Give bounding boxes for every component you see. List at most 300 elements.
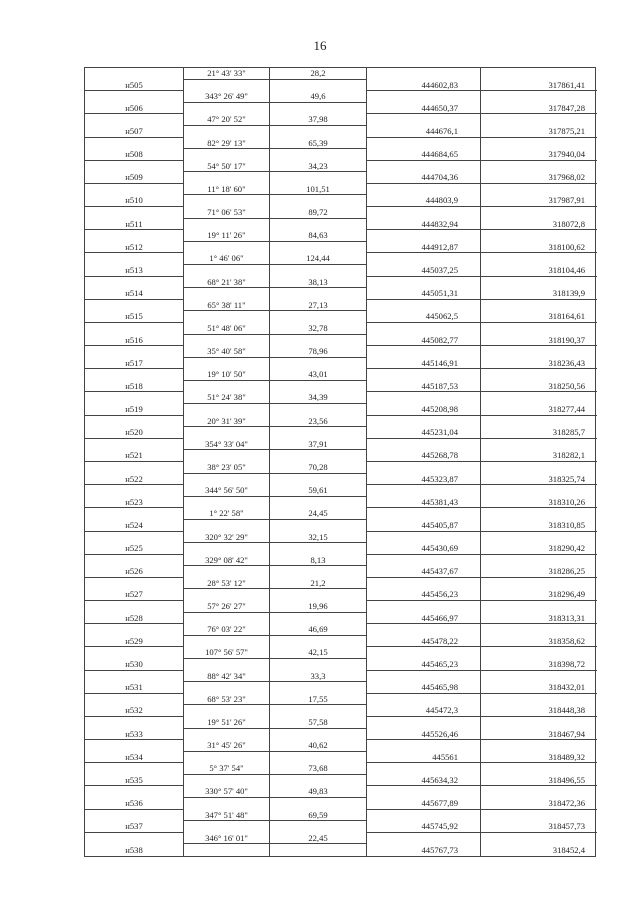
- table-cell-empty: [367, 253, 481, 265]
- point-id: н528: [85, 613, 184, 625]
- direction-angle: 51° 24' 38": [184, 392, 270, 404]
- segment-length: 78,96: [270, 346, 367, 358]
- table-cell-empty: [367, 717, 481, 729]
- point-id: н517: [85, 358, 184, 370]
- coordinate-y: 318452,4: [552, 845, 585, 856]
- table-cell-empty: [481, 277, 597, 289]
- coordinate-x: 444832,94: [367, 219, 481, 231]
- coordinate-y: 318236,43: [481, 358, 597, 370]
- table-cell-empty: [481, 392, 597, 404]
- direction-angle: 82° 29' 13": [184, 138, 270, 150]
- table-cell-empty: [184, 195, 270, 207]
- coordinate-y: 317987,91: [481, 195, 597, 207]
- segment-length: 42,15: [270, 647, 367, 659]
- table-cell-empty: [184, 311, 270, 323]
- table-cell-empty: [481, 300, 597, 312]
- table-cell-empty: [85, 253, 184, 265]
- page-number: 16: [313, 38, 327, 53]
- table-cell-empty: [184, 543, 270, 555]
- table-cell-empty: [184, 265, 270, 277]
- coordinate-x: 445767,73: [367, 844, 481, 856]
- coordinates-table: [84, 67, 596, 857]
- segment-length: 8,13: [270, 555, 367, 567]
- table-cell-empty: [481, 253, 597, 265]
- table-cell-empty: [481, 230, 597, 242]
- table-cell-empty: [85, 346, 184, 358]
- table-cell-empty: [481, 485, 597, 497]
- point-id: н506: [85, 103, 184, 115]
- coordinate-x: 445323,87: [367, 474, 481, 486]
- segment-length: 33,3: [270, 671, 367, 683]
- table-cell-empty: [85, 786, 184, 798]
- coordinate-x: 444684,65: [367, 149, 481, 161]
- point-id: н533: [85, 729, 184, 741]
- table-cell-empty: [85, 671, 184, 683]
- point-id: н523: [85, 497, 184, 509]
- point-id: н507: [85, 126, 184, 138]
- table-cell-empty: [367, 810, 481, 822]
- segment-length: 57,58: [270, 717, 367, 729]
- point-id: н529: [85, 636, 184, 648]
- segment-length: 84,63: [270, 230, 367, 242]
- coordinate-x: 445405,87: [367, 520, 481, 532]
- segment-length: 73,68: [270, 763, 367, 775]
- table-cell-empty: [85, 833, 184, 845]
- table-cell-empty: [481, 717, 597, 729]
- point-id: н520: [85, 427, 184, 439]
- coordinate-x: 444650,37: [367, 103, 481, 115]
- direction-angle: 35° 40' 58": [184, 346, 270, 358]
- table-cell-empty: [367, 671, 481, 683]
- direction-angle: 19° 11' 26": [184, 230, 270, 242]
- coordinate-y: 318100,62: [481, 242, 597, 254]
- table-cell-empty: [85, 763, 184, 775]
- table-cell-empty: [481, 161, 597, 173]
- point-id: н518: [85, 381, 184, 393]
- table-cell-empty: [270, 497, 367, 509]
- table-cell-empty: [270, 149, 367, 161]
- table-cell-empty: [481, 323, 597, 335]
- point-id: н527: [85, 589, 184, 601]
- table-cell-empty: [367, 763, 481, 775]
- coordinate-y: 318472,36: [481, 798, 597, 810]
- coordinate-x: 445472,3: [367, 705, 481, 717]
- table-cell-empty: [481, 810, 597, 822]
- table-cell-empty: [270, 358, 367, 370]
- table-cell-empty: [184, 520, 270, 532]
- direction-angle: 20° 31' 39": [184, 416, 270, 428]
- table-cell-empty: [184, 775, 270, 787]
- table-cell-empty: [367, 740, 481, 752]
- coordinate-y: 318310,85: [481, 520, 597, 532]
- table-cell-empty: [184, 335, 270, 347]
- table-cell-empty: [270, 450, 367, 462]
- coordinate-x: 445561: [367, 752, 481, 764]
- direction-angle: 11° 18' 60": [184, 184, 270, 196]
- table-cell-empty: [270, 798, 367, 810]
- table-cell-empty: [367, 392, 481, 404]
- direction-angle: 19° 10' 50": [184, 369, 270, 381]
- point-id: н521: [85, 450, 184, 462]
- segment-length: 49,83: [270, 786, 367, 798]
- table-cell-empty: [184, 288, 270, 300]
- table-cell-empty: [270, 172, 367, 184]
- direction-angle: 47° 20' 52": [184, 114, 270, 126]
- point-id: н532: [85, 705, 184, 717]
- table-cell-empty: [270, 659, 367, 671]
- table-cell-empty: [85, 694, 184, 706]
- table-cell-empty: [85, 601, 184, 613]
- table-cell-empty: [184, 80, 270, 92]
- coordinate-x: 445478,22: [367, 636, 481, 648]
- coordinate-x: 444704,36: [367, 172, 481, 184]
- coordinate-x: 445381,43: [367, 497, 481, 509]
- direction-angle: 5° 37' 54": [184, 763, 270, 775]
- segment-length: 24,45: [270, 508, 367, 520]
- table-cell-empty: [270, 103, 367, 115]
- coordinate-x: 445526,46: [367, 729, 481, 741]
- table-cell-empty: [85, 300, 184, 312]
- coordinate-y: 318286,25: [481, 566, 597, 578]
- point-id: н531: [85, 682, 184, 694]
- coordinate-x: 445634,32: [367, 775, 481, 787]
- table-cell-empty: [481, 369, 597, 381]
- table-cell-empty: [270, 520, 367, 532]
- table-cell-empty: [270, 589, 367, 601]
- segment-length: 23,56: [270, 416, 367, 428]
- table-cell-empty: [85, 161, 184, 173]
- table-cell-empty: [184, 613, 270, 625]
- table-cell-empty: [481, 601, 597, 613]
- table-cell-empty: [184, 497, 270, 509]
- table-cell-empty: [367, 578, 481, 590]
- table-cell-empty: [270, 404, 367, 416]
- table-cell-empty: [367, 647, 481, 659]
- table-cell-empty: [481, 439, 597, 451]
- coordinate-x: 445456,23: [367, 589, 481, 601]
- table-cell-empty: [184, 659, 270, 671]
- coordinate-y: 318313,31: [481, 613, 597, 625]
- coordinate-x: 445430,69: [367, 543, 481, 555]
- coordinate-y: 318250,56: [481, 381, 597, 393]
- table-cell-empty: [367, 114, 481, 126]
- table-cell-empty: [481, 763, 597, 775]
- table-cell-empty: [85, 91, 184, 103]
- table-cell-empty: [367, 416, 481, 428]
- table-cell-empty: [85, 717, 184, 729]
- table-cell-empty: [184, 798, 270, 810]
- coordinate-y: 318325,74: [481, 474, 597, 486]
- coordinate-y: 317861,41: [481, 80, 597, 92]
- table-cell-empty: [270, 729, 367, 741]
- table-cell-empty: [85, 323, 184, 335]
- segment-length: 28,2: [270, 68, 367, 80]
- coordinate-y: 317875,21: [481, 126, 597, 138]
- table-cell-empty: [367, 207, 481, 219]
- direction-angle: 71° 06' 53": [184, 207, 270, 219]
- coordinate-x: 445465,23: [367, 659, 481, 671]
- table-cell-empty: [367, 277, 481, 289]
- point-id: н535: [85, 775, 184, 787]
- direction-angle: 21° 43' 33": [184, 68, 270, 80]
- table-cell-empty: [85, 624, 184, 636]
- table-cell-empty: [367, 555, 481, 567]
- table-cell-empty: [367, 694, 481, 706]
- point-id: н525: [85, 543, 184, 555]
- table-cell-empty: [481, 508, 597, 520]
- table-cell-empty: [85, 555, 184, 567]
- table-cell-empty: [270, 543, 367, 555]
- direction-angle: 343° 26' 49": [184, 91, 270, 103]
- table-cell-empty: [481, 647, 597, 659]
- coordinate-x: 445146,91: [367, 358, 481, 370]
- table-cell-empty: [85, 485, 184, 497]
- point-id: н513: [85, 265, 184, 277]
- coordinate-y: 318104,46: [481, 265, 597, 277]
- segment-length: 32,78: [270, 323, 367, 335]
- table-cell-empty: [367, 369, 481, 381]
- table-cell-empty: [85, 416, 184, 428]
- coordinate-y: 318358,62: [481, 636, 597, 648]
- table-cell-empty: [184, 172, 270, 184]
- table-cell-empty: [270, 311, 367, 323]
- table-cell-empty: [184, 149, 270, 161]
- table-cell-empty: [270, 126, 367, 138]
- segment-length: 40,62: [270, 740, 367, 752]
- direction-angle: 68° 53' 23": [184, 694, 270, 706]
- direction-angle: 320° 32' 29": [184, 532, 270, 544]
- segment-length: 32,15: [270, 532, 367, 544]
- point-id: н519: [85, 404, 184, 416]
- segment-length: 19,96: [270, 601, 367, 613]
- direction-angle: 68° 21' 38": [184, 277, 270, 289]
- table-cell-empty: [184, 636, 270, 648]
- direction-angle: 31° 45' 26": [184, 740, 270, 752]
- table-cell-empty: [367, 833, 481, 845]
- table-cell-empty: [367, 138, 481, 150]
- table-cell-empty: [481, 624, 597, 636]
- point-id: н530: [85, 659, 184, 671]
- table-cell-empty: [270, 195, 367, 207]
- coordinate-x: 445466,97: [367, 613, 481, 625]
- segment-length: 43,01: [270, 369, 367, 381]
- table-cell-empty: [85, 392, 184, 404]
- coordinate-x: 444602,83: [367, 80, 481, 92]
- coordinate-x: 445062,5: [367, 311, 481, 323]
- table-cell-empty: [184, 729, 270, 741]
- direction-angle: 344° 56' 50": [184, 485, 270, 497]
- table-cell-empty: [270, 636, 367, 648]
- table-cell-empty: [85, 532, 184, 544]
- table-cell-empty: [85, 277, 184, 289]
- table-cell-empty: [184, 219, 270, 231]
- table-cell-empty: [85, 369, 184, 381]
- direction-angle: 354° 33' 04": [184, 439, 270, 451]
- direction-angle: 1° 22' 58": [184, 508, 270, 520]
- point-id: н516: [85, 335, 184, 347]
- table-cell-empty: [85, 462, 184, 474]
- table-cell-empty: [481, 532, 597, 544]
- table-cell-empty: [367, 161, 481, 173]
- coordinate-x: 445745,92: [367, 821, 481, 833]
- table-cell-empty: [481, 555, 597, 567]
- table-cell-empty: [367, 786, 481, 798]
- table-cell-empty: [270, 752, 367, 764]
- table-cell-empty: [367, 346, 481, 358]
- segment-length: 65,39: [270, 138, 367, 150]
- segment-length: 38,13: [270, 277, 367, 289]
- table-cell-empty: [367, 462, 481, 474]
- table-cell-empty: [184, 752, 270, 764]
- coordinate-x: 445037,25: [367, 265, 481, 277]
- coordinate-y: 318467,94: [481, 729, 597, 741]
- coordinate-x: 445187,53: [367, 381, 481, 393]
- direction-angle: 330° 57' 40": [184, 786, 270, 798]
- segment-length: 59,61: [270, 485, 367, 497]
- table-cell-empty: [270, 566, 367, 578]
- table-cell-empty: [184, 358, 270, 370]
- table-cell-empty: [85, 184, 184, 196]
- coordinate-y: 318310,26: [481, 497, 597, 509]
- table-cell-empty: [367, 485, 481, 497]
- coordinate-x: 444912,87: [367, 242, 481, 254]
- table-cell-empty: [481, 138, 597, 150]
- coordinate-y: 318448,38: [481, 705, 597, 717]
- direction-angle: 38° 23' 05": [184, 462, 270, 474]
- table-cell-empty: [481, 578, 597, 590]
- table-cell-empty: [270, 335, 367, 347]
- table-cell-empty: [85, 138, 184, 150]
- table-cell-empty: [184, 103, 270, 115]
- table-cell-empty: [184, 844, 270, 856]
- table-cell-empty: [85, 647, 184, 659]
- coordinate-y: 318398,72: [481, 659, 597, 671]
- table-cell-empty: [270, 427, 367, 439]
- table-cell-empty: [270, 821, 367, 833]
- segment-length: 34,23: [270, 161, 367, 173]
- segment-length: 49,6: [270, 91, 367, 103]
- direction-angle: 347° 51' 48": [184, 810, 270, 822]
- coordinate-x: 445208,98: [367, 404, 481, 416]
- table-cell-empty: [85, 740, 184, 752]
- table-cell-empty: [481, 694, 597, 706]
- segment-length: 27,13: [270, 300, 367, 312]
- table-cell-empty: [367, 439, 481, 451]
- point-id: н536: [85, 798, 184, 810]
- direction-angle: 107° 56' 57": [184, 647, 270, 659]
- table-cell-empty: [184, 474, 270, 486]
- table-cell-empty: [184, 589, 270, 601]
- table-cell-empty: [184, 404, 270, 416]
- point-id: н537: [85, 821, 184, 833]
- segment-length: 69,59: [270, 810, 367, 822]
- table-cell-empty: [270, 265, 367, 277]
- direction-angle: 19° 51' 26": [184, 717, 270, 729]
- coordinate-y: 317847,28: [481, 103, 597, 115]
- point-id: н505: [85, 80, 184, 92]
- point-id: н514: [85, 288, 184, 300]
- segment-length: 37,98: [270, 114, 367, 126]
- table-cell-empty: [270, 682, 367, 694]
- segment-length: 34,39: [270, 392, 367, 404]
- table-cell-empty: [481, 740, 597, 752]
- table-cell-empty: [184, 566, 270, 578]
- table-cell-empty: [481, 346, 597, 358]
- point-id: н511: [85, 219, 184, 231]
- table-cell-empty: [184, 126, 270, 138]
- table-cell-empty: [367, 624, 481, 636]
- direction-angle: 76° 03' 22": [184, 624, 270, 636]
- point-id: н510: [85, 195, 184, 207]
- point-id: н522: [85, 474, 184, 486]
- table-cell-empty: [270, 705, 367, 717]
- table-cell-empty: [481, 184, 597, 196]
- coordinate-x: 445051,31: [367, 288, 481, 300]
- coordinate-y: 318296,49: [481, 589, 597, 601]
- table-cell-empty: [85, 207, 184, 219]
- table-cell-empty: [85, 578, 184, 590]
- table-cell-empty: [367, 230, 481, 242]
- coordinate-y: 318432,01: [481, 682, 597, 694]
- segment-length: 22,45: [270, 833, 367, 845]
- table-cell-empty: [481, 207, 597, 219]
- table-cell-empty: [270, 844, 367, 856]
- coordinate-y: 318139,9: [481, 288, 597, 300]
- table-cell-empty: [481, 671, 597, 683]
- coordinate-y: 318457,73: [481, 821, 597, 833]
- coordinate-y: 318282,1: [481, 450, 597, 462]
- table-cell-empty: [85, 810, 184, 822]
- table-cell-empty: [367, 601, 481, 613]
- point-id: н534: [85, 752, 184, 764]
- segment-length: 17,55: [270, 694, 367, 706]
- coordinate-y: 317968,02: [481, 172, 597, 184]
- table-cell-empty: [481, 114, 597, 126]
- direction-angle: 28° 53' 12": [184, 578, 270, 590]
- coordinate-y: 318164,61: [481, 311, 597, 323]
- segment-length: 101,51: [270, 184, 367, 196]
- table-cell-empty: [184, 450, 270, 462]
- coordinate-x: 445677,89: [367, 798, 481, 810]
- segment-length: 46,69: [270, 624, 367, 636]
- table-cell-empty: [481, 68, 597, 80]
- table-cell-empty: [184, 242, 270, 254]
- table-cell-empty: [481, 416, 597, 428]
- table-cell-empty: [184, 381, 270, 393]
- table-cell-empty: [367, 91, 481, 103]
- direction-angle: 1° 46' 06": [184, 253, 270, 265]
- direction-angle: 329° 08' 42": [184, 555, 270, 567]
- coordinate-y: 318489,32: [481, 752, 597, 764]
- coordinate-x: 444803,9: [367, 195, 481, 207]
- point-id: н538: [85, 844, 184, 856]
- point-id: н526: [85, 566, 184, 578]
- coordinate-y: 318190,37: [481, 335, 597, 347]
- table-cell-empty: [367, 323, 481, 335]
- table-cell-empty: [184, 427, 270, 439]
- direction-angle: 54° 50' 17": [184, 161, 270, 173]
- table-cell-empty: [481, 91, 597, 103]
- coordinate-y: 317940,04: [481, 149, 597, 161]
- table-cell-empty: [270, 242, 367, 254]
- direction-angle: 51° 48' 06": [184, 323, 270, 335]
- table-cell-empty: [85, 508, 184, 520]
- direction-angle: 57° 26' 27": [184, 601, 270, 613]
- segment-length: 21,2: [270, 578, 367, 590]
- table-cell-empty: [85, 230, 184, 242]
- table-cell-empty: [481, 462, 597, 474]
- segment-length: 70,28: [270, 462, 367, 474]
